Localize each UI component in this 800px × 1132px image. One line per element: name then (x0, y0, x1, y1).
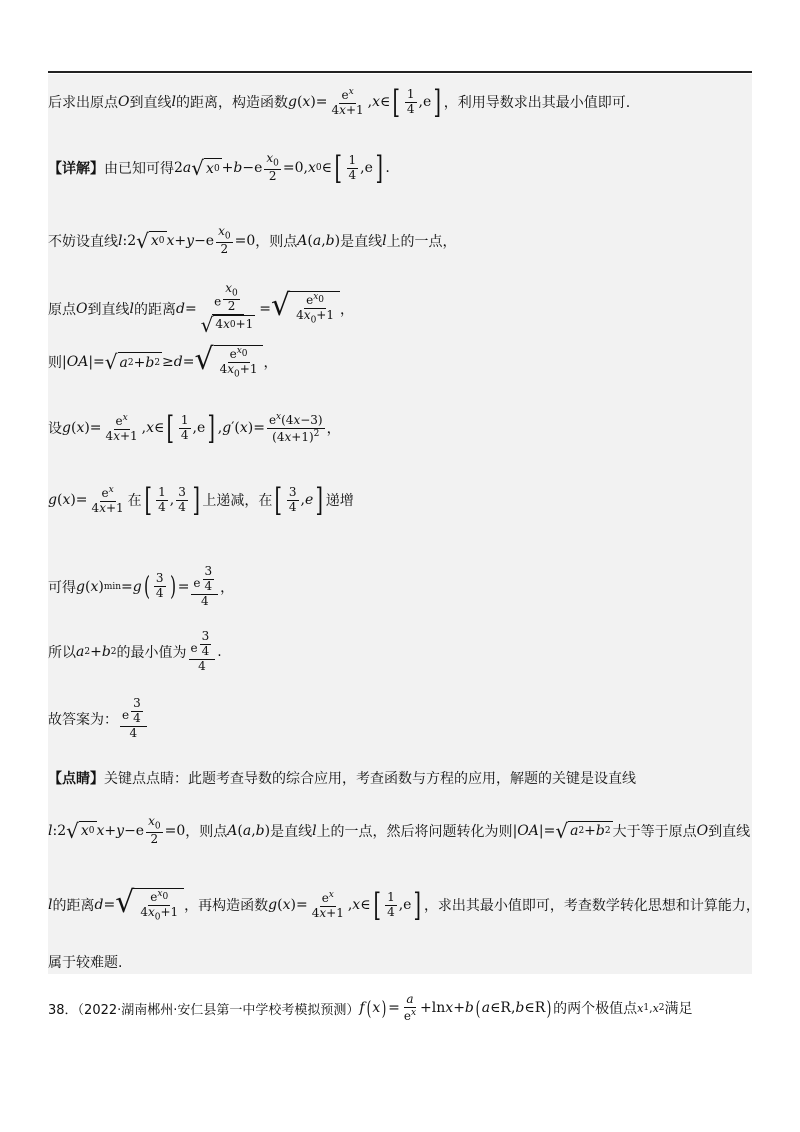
math-formula: l :2 √ x 0 x + y −e $\frac{x_0}{2}$ =0 (118, 224, 256, 256)
text: 上递减，在 (202, 493, 273, 509)
math-var: l (171, 94, 176, 110)
text: 上的一点，然后将问题转化为则 (316, 823, 513, 840)
text: ，则点 (255, 233, 298, 250)
text: ，则点 (185, 823, 228, 840)
text: 故答案为： (48, 711, 118, 728)
math-formula: [ $\frac{3}{4}$ , e ] (274, 481, 324, 519)
line-12 (48, 815, 750, 847)
label: 【详解】 (48, 161, 104, 177)
text: 到直线 (708, 823, 751, 840)
question-38 (48, 993, 693, 1024)
math-formula: | OA |= √ a 2 + b 2 ≥ d = √ $\frac{e^{x_0}}{4x_0+1}$ (62, 345, 263, 380)
text: ， (340, 301, 354, 318)
math-formula: f ( x ) = $\frac{a}{e^x}$ +ln x + b ( a ∈R, b ∈R ) (359, 992, 552, 1023)
line-13 (48, 885, 760, 925)
math-formula: d = e $^{\frac{x_0}{2}}$ √ 4 x 0 +1 = √ $\frac{e^{x_0}}{4x_0+1}$ (176, 282, 340, 335)
text: 满足 (664, 1001, 693, 1018)
label: 【点睛】 (48, 771, 104, 787)
line-3 (48, 225, 457, 257)
math-formula: g ( x )= $\frac{e^x}{4x+1}$ , x ∈ [ $\frac{1}{4}$ ,e ] (268, 886, 422, 925)
math-formula: e $^{\frac{3}{4}}$ 4 (118, 697, 149, 740)
line-14 (48, 952, 122, 972)
question-source: 38．（2022·湖南郴州·安仁县第一中学校考模拟预测） (48, 1002, 360, 1018)
line-4 (48, 282, 354, 335)
math-formula: d = √ $\frac{e^{x_0}}{4x_0+1}$ (94, 888, 184, 923)
text: 上的一点， (386, 233, 457, 250)
text: 的距离，构造函数 (175, 95, 288, 111)
text: 递增 (325, 493, 354, 509)
text: 在 (127, 493, 142, 509)
text: 可得 (48, 579, 76, 596)
math-formula: a 2 + b 2 (76, 643, 117, 660)
math-var: O (118, 94, 130, 110)
math-formula: g ( x )= $\frac{e^x}{4x+1}$ , x ∈ [ $\frac{1}{4}$ ,e ] , g ′( x )= $\frac{e^x(4x-3)}{(4x+1)^2}$ (62, 409, 323, 448)
math-formula: g ( x )= $\frac{e^x}{4x+1}$ , x ∈ [ $\frac{1}{4}$ ,e ] (287, 83, 442, 121)
math-formula: e $^{\frac{3}{4}}$ 4 (187, 630, 218, 673)
text: 到直线 (87, 301, 130, 318)
text: ，求出其最小值即可，考查数学转化思想和计算能力， (423, 898, 760, 915)
line-7 (48, 481, 354, 519)
line-5 (48, 342, 278, 380)
text: 设 (48, 421, 62, 438)
text: 不妨设直线 (48, 233, 118, 250)
text: 的最小值为 (116, 644, 187, 661)
top-rule (48, 71, 752, 73)
text: ，利用导数求出其最小值即可. (443, 95, 631, 111)
text: ，再构造函数 (184, 898, 269, 915)
text: 大于等于原点 (612, 823, 697, 840)
line-6 (48, 409, 341, 448)
text: 是直线 (270, 823, 313, 840)
text: 的距离 (133, 301, 176, 318)
math-var: O (76, 300, 88, 317)
math-formula: A ( a , b ) (227, 822, 271, 839)
math-formula: A ( a , b ) (297, 232, 341, 249)
math-var: l (382, 232, 387, 249)
math-formula: l :2 √ x 0 x + y −e $\frac{x_0}{2}$ =0 (48, 814, 186, 846)
text: . (217, 643, 222, 660)
text: 属于较难题. (48, 955, 123, 971)
math-formula: 2 a √ x 0 + b −e $\frac{x_0}{2}$ =0, x 0 ∈ [ $\frac{1}{4}$ ,e ] . (174, 149, 390, 187)
text: 的距离 (52, 898, 95, 915)
text: 由已知可得 (104, 161, 174, 177)
math-formula: x 1 , x 2 (637, 1001, 665, 1015)
line-1 (48, 83, 631, 121)
text: 原点 (48, 301, 76, 318)
text: 后求出原点 (48, 95, 118, 111)
math-formula: g ( x ) min = g ( $\frac{3}{4}$ ) = e $^{\frac{3}{4}}$ 4 (76, 565, 220, 608)
text: ， (263, 355, 278, 372)
line-10 (48, 697, 149, 740)
text: 的两个极值点 (553, 1001, 638, 1018)
line-9 (48, 630, 222, 673)
text: 关键点点睛：此题考查导数的综合应用，考查函数与方程的应用，解题的关键是设直线 (104, 771, 636, 787)
math-formula: [ $\frac{1}{4}$ , $\frac{3}{4}$ ] (144, 481, 200, 519)
line-11 (48, 768, 636, 788)
math-formula: g ( x )= $\frac{e^x}{4x+1}$ (48, 484, 124, 515)
text: 到直线 (129, 95, 172, 111)
line-2 (48, 149, 390, 187)
math-var: l (312, 822, 317, 839)
text: ， (326, 421, 341, 438)
math-var: l (48, 897, 53, 914)
text: 所以 (48, 644, 76, 661)
text: 是直线 (340, 233, 383, 250)
math-var: O (696, 822, 709, 839)
math-formula: | OA |= √ a 2 + b 2 (512, 818, 611, 843)
line-8 (48, 565, 234, 608)
math-var: l (129, 300, 134, 317)
text: ， (220, 579, 235, 596)
text: 则 (48, 355, 62, 372)
